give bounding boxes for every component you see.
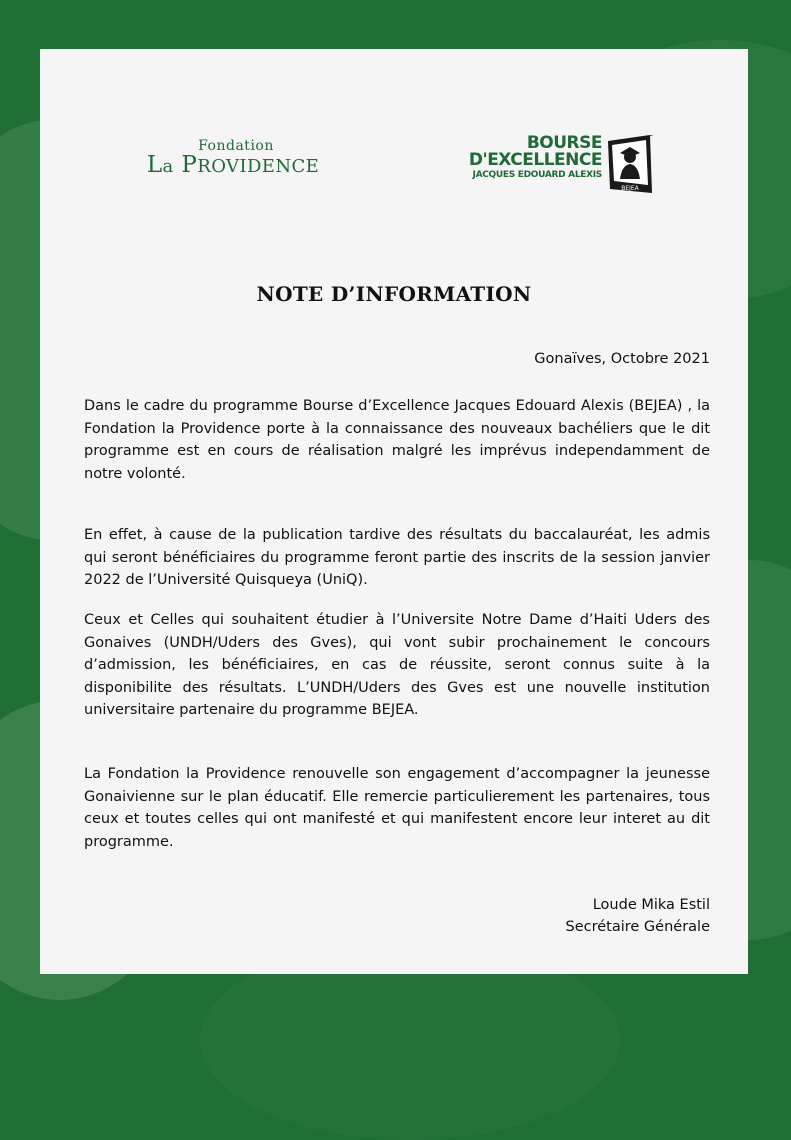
paragraph: Dans le cadre du programme Bourse d’Excellence Jacques Edouard Alexis (BEJEA) , la Fondation la Providence porte à la connaissance des nouveaux bachéliers que le dit programme est en cours de réalisation malgré les imprévus independamment de notre volonté. <box>84 398 710 482</box>
signature-block <box>566 894 711 938</box>
bourse-excellence-logo <box>468 133 654 203</box>
logo-la-providence-word: La PROVIDENCE <box>146 152 320 178</box>
page-title: NOTE D’INFORMATION <box>256 282 532 306</box>
graduate-badge-icon <box>606 135 654 195</box>
logo-excellence-word: D'EXCELLENCE <box>468 150 602 170</box>
paragraph: Ceux et Celles qui souhaitent étudier à l’Universite Notre Dame d’Haiti Uders des Gonaives (UNDH/Uders des Gves), qui vont subir prochainement le concours d’admission, les bénéficiaires, en cas de réussite, seront connus suite à la disponibilite des résultats. L’UNDH/Uders des Gves est une nouvelle institution universitaire partenaire du programme BEJEA. <box>84 612 710 718</box>
logo-jacques-edouard-alexis: JACQUES EDOUARD ALEXIS <box>472 170 602 180</box>
signatory-role: Secrétaire Générale <box>565 919 710 935</box>
logo-fondation-word: Fondation <box>198 138 274 154</box>
signatory-name: Loude Mika Estil <box>592 897 710 913</box>
document-date: Gonaïves, Octobre 2021 <box>534 351 710 367</box>
fondation-la-providence-logo <box>128 138 338 178</box>
paragraph: En effet, à cause de la publication tardive des résultats du baccalauréat, les admis qui seront bénéficiaires du programme feront partie des inscrits de la session janvier 2022 de l’Université Quisqueya (UniQ). <box>84 527 710 588</box>
logo-bourse-word: BOURSE <box>526 133 602 153</box>
badge-label: BEJEA <box>621 185 639 192</box>
paragraph: La Fondation la Providence renouvelle son engagement d’accompagner la jeunesse Gonaivienne sur le plan éducatif. Elle remercie particulierement les partenaires, tous ceux et toutes celles qui ont manifesté et qui manifestent encore leur interet au dit programme. <box>84 766 710 850</box>
document-page <box>40 49 748 974</box>
